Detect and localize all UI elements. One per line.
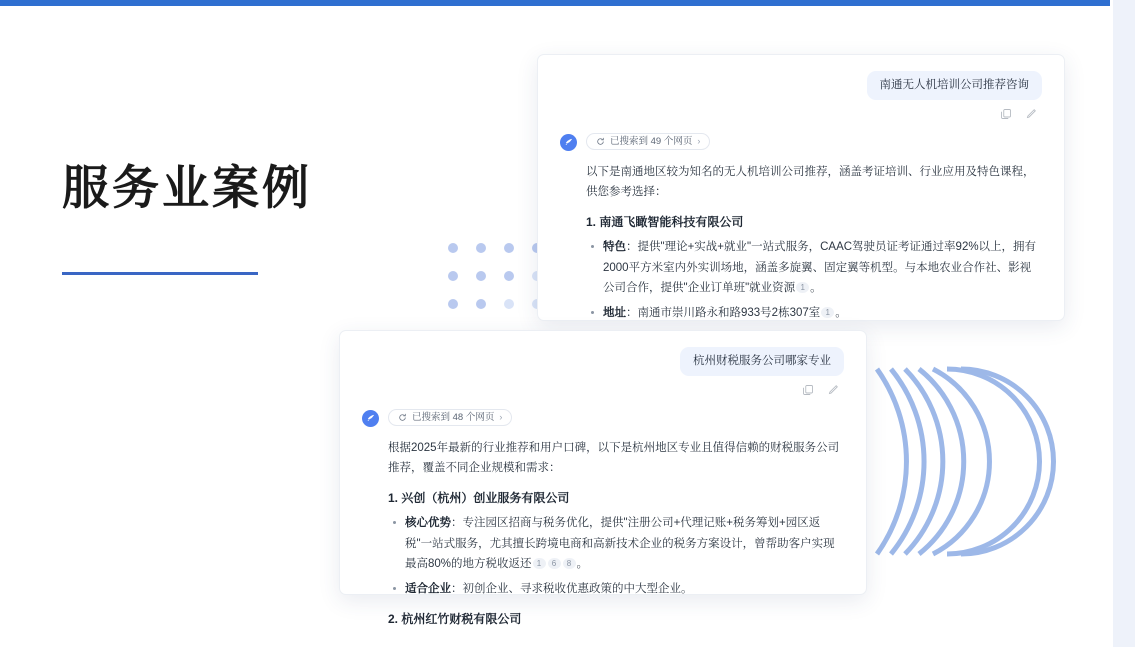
assistant-message (560, 133, 1042, 351)
bullet-label: 特色 (603, 241, 626, 254)
edit-icon[interactable] (827, 383, 839, 401)
bullet-text: ：专注园区招商与税务优化，提供"注册公司+代理记账+税务筹划+园区返税"一站式服务，尤其擅长跨境电商和高新技术企业的税务方案设计，曾帮助客户实现最高80%的地方税收返还 (405, 517, 835, 570)
dot (448, 299, 458, 309)
chevron-right-icon: › (499, 412, 503, 423)
assistant-message (362, 409, 844, 627)
section-bullet-list (388, 513, 844, 599)
chevron-right-icon: › (697, 136, 701, 147)
reference-badge[interactable]: 6 (548, 558, 561, 569)
message-actions (362, 383, 844, 401)
bullet-label: 地址 (603, 306, 626, 319)
list-item (405, 579, 844, 599)
dot (504, 243, 514, 253)
search-status-chip[interactable] (388, 409, 512, 427)
dot (476, 271, 486, 281)
user-message-bubble: 南通无人机培训公司推荐咨询 (867, 71, 1043, 100)
bullet-text: ：提供"理论+实战+就业"一站式服务，CAAC驾驶员证考证通过率92%以上，拥有2000平方米室内外实训场地，涵盖多旋翼、固定翼等机型。与本地农业合作社、影视公司合作，提供"企业订单班"就业资源 (603, 241, 1037, 294)
top-accent-bar (0, 0, 1135, 6)
section-heading: 1. 南通飞瞰智能科技有限公司 (586, 215, 744, 230)
bullet-text: ：初创企业、寻求税收优惠政策的中大型企业。 (451, 582, 693, 595)
arc-stripes-decoration (867, 369, 972, 554)
copy-icon[interactable] (1000, 107, 1012, 125)
page-title: 服务业案例 (62, 161, 312, 214)
message-actions (560, 107, 1042, 125)
section-heading: 1. 兴创（杭州）创业服务有限公司 (388, 491, 570, 506)
reference-badge[interactable]: 1 (533, 558, 546, 569)
section-heading: 2. 杭州红竹财税有限公司 (388, 611, 522, 626)
list-item (603, 303, 1042, 323)
right-side-panel (1113, 0, 1135, 647)
list-item (405, 513, 844, 573)
user-message-row (560, 71, 1042, 100)
title-underline (62, 272, 258, 275)
user-message-bubble: 杭州财税服务公司哪家专业 (680, 347, 844, 376)
bullet-text: ：南通市崇川路永和路933号2栋307室 (626, 306, 821, 319)
chat-card-tax-services (339, 330, 867, 626)
bullet-label: 核心优势 (405, 517, 451, 530)
dot (476, 299, 486, 309)
assistant-avatar-icon (560, 134, 577, 151)
assistant-body (586, 133, 1042, 351)
bullet-tail: 。 (576, 557, 589, 570)
dot (448, 243, 458, 253)
user-message-row (362, 347, 844, 376)
bullet-label: 适合企业 (405, 582, 451, 595)
reference-badge[interactable]: 1 (796, 282, 809, 293)
dot (504, 271, 514, 281)
title-block (62, 160, 382, 275)
edit-icon[interactable] (1025, 107, 1037, 125)
search-status-chip[interactable] (586, 133, 710, 151)
dot (476, 243, 486, 253)
reference-badge[interactable]: 1 (821, 307, 834, 318)
assistant-intro-text: 以下是南通地区较为知名的无人机培训公司推荐，涵盖考证培训、行业应用及特色课程，供您参考选择： (586, 166, 1035, 199)
search-chip-label: 已搜索到 48 个网页 (412, 411, 495, 423)
copy-icon[interactable] (802, 383, 814, 401)
chat-card-drone-training (537, 54, 1065, 321)
bullet-tail: 。 (835, 306, 847, 319)
list-item (603, 237, 1042, 297)
section-bullet-list (586, 237, 1042, 323)
bullet-tail: 。 (810, 281, 822, 294)
assistant-body (388, 409, 844, 627)
dot (448, 271, 458, 281)
dot (504, 299, 514, 309)
search-chip-label: 已搜索到 49 个网页 (610, 135, 693, 147)
reference-badge[interactable]: 8 (563, 558, 576, 569)
assistant-intro-text: 根据2025年最新的行业推荐和用户口碑，以下是杭州地区专业且值得信赖的财税服务公司推荐，覆盖不同企业规模和需求： (388, 442, 840, 475)
assistant-avatar-icon (362, 410, 379, 427)
